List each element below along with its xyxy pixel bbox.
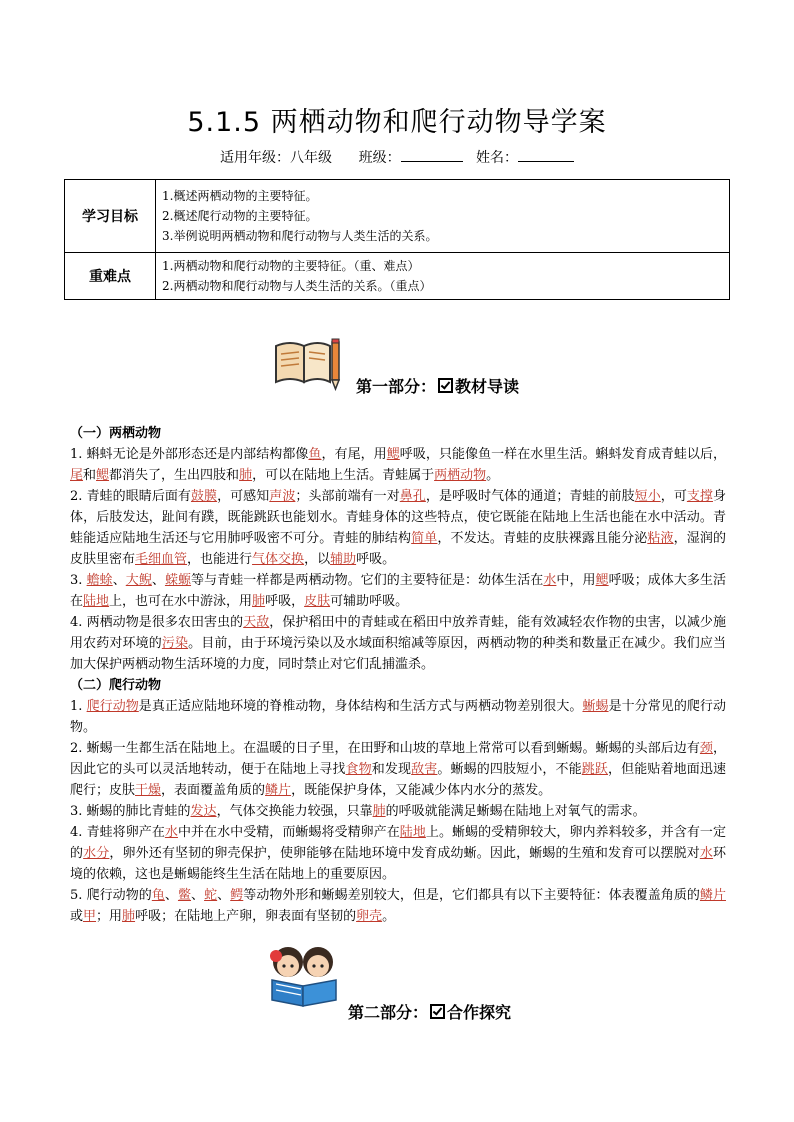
text-segment: 、 [217, 888, 231, 903]
text-segment: 中并在水中受精，而蜥蜴将受精卵产在 [177, 825, 400, 840]
keyword-answer: 水 [543, 573, 557, 588]
keyword-answer: 肺 [239, 468, 253, 483]
keyword-answer: 跳跃 [581, 762, 608, 777]
text-segment: 2. 青蛙的眼睛后面有 [70, 489, 191, 504]
keyword-answer: 肺 [372, 804, 386, 819]
keyword-answer: 颈 [699, 741, 713, 756]
text-segment: ，可感知 [217, 489, 270, 504]
page-title: 5.1.5 两栖动物和爬行动物导学案 [187, 107, 607, 138]
keyword-answer: 鼓膜 [190, 489, 218, 504]
text-segment: 4. 青蛙将卵产在 [70, 825, 165, 840]
keyword-answer: 蝾螈 [164, 573, 192, 588]
keyword-answer: 辅助 [330, 552, 357, 567]
text-segment: 1. [70, 699, 87, 714]
keyword-answer: 鳞片 [265, 783, 292, 798]
text-segment: ；头部前端有一对 [295, 489, 400, 504]
goals-table [64, 179, 730, 300]
goal-line: 2.概述爬行动物的主要特征。 [162, 209, 318, 223]
keyword-answer: 尾 [70, 468, 84, 483]
part1-heading [356, 374, 519, 397]
keyword-answer: 甲 [83, 909, 97, 924]
paragraph [70, 444, 726, 486]
header-meta [0, 147, 794, 167]
keyword-answer: 污染 [161, 636, 189, 651]
keyword-answer: 毛细血管 [135, 552, 188, 567]
text-segment: 2. 蜥蜴一生都生活在陆地上。在温暖的日子里，在田野和山坡的草地上常常可以看到蜥蜴。蜥蜴的头部后边有 [70, 741, 700, 756]
goal-line: 1.概述两栖动物的主要特征。 [162, 189, 318, 203]
keyword-answer: 陆地 [83, 594, 110, 609]
keyword-answer: 蛇 [204, 888, 218, 903]
text-segment: 3. 蜥蜴的肺比青蛙的 [70, 804, 191, 819]
class-label: 班级： [358, 150, 401, 166]
keyword-answer: 皮肤 [304, 594, 331, 609]
keyword-answer: 龟 [151, 888, 165, 903]
keyword-answer: 鳃 [96, 468, 110, 483]
text-segment: ，以 [304, 552, 331, 567]
text-segment: 身体，后肢发达，趾间有蹼，既能跳跃也能划水。青蛙身体的这些特点，使它既能在陆地上生活也能在水中活动。青蛙能适应陆地生活还与它用肺呼吸密不可分。青蛙的肺结构 [70, 489, 726, 546]
keyword-answer: 气体交换 [252, 552, 305, 567]
part2-title: 合作探究 [447, 1003, 512, 1022]
text-segment: ，既能保护身体，又能减少体内水分的蒸发。 [291, 783, 552, 798]
keyword-answer: 水 [699, 846, 713, 861]
keyword-answer: 粘液 [647, 531, 674, 546]
keyword-answer: 鳃 [595, 573, 609, 588]
key-point-line: 1.两栖动物和爬行动物的主要特征。（重、难点） [162, 259, 420, 273]
keyword-answer: 短小 [634, 489, 661, 504]
text-segment: 1. 蝌蚪无论是外部形态还是内部结构都像 [70, 447, 309, 462]
text-segment: ，表面覆盖角质的 [161, 783, 266, 798]
text-segment: 呼吸， [265, 594, 305, 609]
text-segment: 。 [382, 909, 396, 924]
keyword-answer: 鼻孔 [399, 489, 426, 504]
text-segment: 4. 两栖动物是很多农田害虫的 [70, 615, 244, 630]
text-segment: ，可 [660, 489, 687, 504]
keyword-answer: 蟾蜍 [86, 573, 113, 588]
text-segment: 3. [70, 573, 87, 588]
keyword-answer: 陆地 [399, 825, 426, 840]
part1-prefix: 第一部分： [356, 377, 437, 396]
paragraph [70, 570, 726, 612]
key-points-content [156, 253, 730, 300]
text-segment: ，有尾，用 [321, 447, 387, 462]
text-segment: 呼吸；成体大多生活在 [70, 573, 726, 609]
text-segment: ，但能贴着地面迅速爬行；皮肤 [70, 762, 726, 798]
goals-label: 学习目标 [65, 180, 156, 253]
text-segment: 和发现 [371, 762, 412, 777]
text-segment: ，因此它的头可以灵活地转动，便于在陆地上寻找 [70, 741, 726, 777]
paragraph [70, 822, 726, 885]
keyword-answer: 肺 [252, 594, 266, 609]
part2-heading [348, 1000, 511, 1023]
paragraph [70, 612, 726, 675]
text-segment: 、 [164, 888, 178, 903]
paragraph [70, 885, 726, 927]
keyword-answer: 大鲵 [125, 573, 152, 588]
text-segment: ，不发达。青蛙的皮肤裸露且能分泌 [437, 531, 648, 546]
text-segment: 上。蜥蜴的受精卵较大，卵内养料较多，并含有一定的 [70, 825, 726, 861]
goals-content [156, 180, 730, 253]
text-segment: 可辅助呼吸。 [330, 594, 409, 609]
text-segment: 5. 爬行动物的 [70, 888, 152, 903]
text-segment: 等与青蛙一样都是两栖动物。它们的主要特征是：幼体生活在 [191, 573, 544, 588]
text-segment: 是十分常见的爬行动物。 [70, 699, 726, 735]
text-segment: 环境的依赖，这也是蜥蜴能终生生活在陆地上的重要原因。 [70, 846, 726, 882]
key-points-label: 重难点 [65, 253, 156, 300]
text-segment: 、 [151, 573, 165, 588]
checkbox-icon [430, 1004, 445, 1019]
grade-value: 八年级 [289, 150, 332, 166]
keyword-answer: 水分 [83, 846, 110, 861]
keyword-answer: 敌害 [411, 762, 438, 777]
text-segment: 中，用 [556, 573, 596, 588]
keyword-answer: 发达 [190, 804, 217, 819]
text-segment: 是真正适应陆地环境的脊椎动物，身体结构和生活方式与两栖动物差别很大。 [138, 699, 583, 714]
text-segment: ，气体交换能力较强，只靠 [216, 804, 373, 819]
text-segment: ，卵外还有坚韧的卵壳保护，使卵能够在陆地环境中发育成幼蜥。因此，蜥蜴的生殖和发育可以摆脱对 [109, 846, 700, 861]
text-segment: 的呼吸就能满足蜥蜴在陆地上对氧气的需求。 [385, 804, 646, 819]
goals-row [65, 180, 730, 253]
grade-label: 适用年级： [219, 150, 290, 166]
keyword-answer: 食物 [345, 762, 372, 777]
text-segment: ，也能进行 [187, 552, 253, 567]
paragraph [70, 738, 726, 801]
text-segment: 或 [70, 909, 84, 924]
text-segment: ，可以在陆地上生活。青蛙属于 [252, 468, 435, 483]
name-label: 姓名： [476, 150, 519, 166]
keyword-answer: 水 [164, 825, 178, 840]
text-segment: 、 [112, 573, 126, 588]
text-segment: 呼吸。 [356, 552, 396, 567]
name-blank[interactable] [518, 147, 574, 162]
paragraph [70, 801, 726, 822]
key-point-line: 2.两栖动物和爬行动物与人类生活的关系。（重点） [162, 279, 432, 293]
keyword-answer: 鱼 [308, 447, 322, 462]
text-segment: 呼吸；在陆地上产卵，卵表面有坚韧的 [135, 909, 357, 924]
keyword-answer: 支撑 [686, 489, 713, 504]
class-blank[interactable] [401, 147, 463, 162]
section-heading: （二）爬行动物 [70, 678, 162, 693]
keyword-answer: 声波 [269, 489, 296, 504]
keyword-answer: 蜥蜴 [582, 699, 609, 714]
keyword-answer: 鳞片 [699, 888, 726, 903]
text-segment: ，保护稻田中的青蛙或在稻田中放养青蛙，能有效减轻农作物的虫害，以减少施用农药对环境的 [70, 615, 726, 651]
text-segment: ；用 [96, 909, 123, 924]
keyword-answer: 天敌 [243, 615, 270, 630]
keyword-answer: 鳃 [386, 447, 400, 462]
part1-title: 教材导读 [455, 377, 520, 396]
text-segment: 。 [486, 468, 500, 483]
keyword-answer: 简单 [411, 531, 438, 546]
checkbox-icon [438, 378, 453, 393]
keyword-answer: 干燥 [135, 783, 162, 798]
keyword-answer: 卵壳 [356, 909, 383, 924]
text-segment: 呼吸，只能像鱼一样在水里生活。蝌蚪发育成青蛙以后， [399, 447, 726, 462]
text-segment: 和 [83, 468, 97, 483]
text-segment: 等动物外形和蜥蜴差别较大，但是，它们都具有以下主要特征：体表覆盖角质的 [243, 888, 700, 903]
children-reading-icon [266, 940, 342, 1008]
key-points-row [65, 253, 730, 300]
keyword-answer: 肺 [122, 909, 136, 924]
text-segment: 。目前，由于环境污染以及水域面积缩减等原因，两栖动物的种类和数量正在减少。我们应当加大保护两栖动物生活环境的力度，同时禁止对它们乱捕滥杀。 [70, 636, 726, 672]
section-heading: （一）两栖动物 [70, 426, 162, 441]
guide-content [70, 423, 726, 927]
book-pencil-icon [272, 336, 344, 392]
text-segment: 、 [191, 888, 205, 903]
paragraph [70, 486, 726, 570]
text-segment: 。蜥蜴的四肢短小，不能 [437, 762, 582, 777]
text-segment: 上，也可在水中游泳，用 [109, 594, 253, 609]
keyword-answer: 鳖 [177, 888, 192, 903]
text-segment: 都消失了，生出四肢和 [109, 468, 240, 483]
keyword-answer: 两栖动物 [434, 468, 487, 483]
part2-prefix: 第二部分： [348, 1003, 429, 1022]
paragraph [70, 696, 726, 738]
text-segment: ，湿润的皮肤里密布 [70, 531, 726, 567]
goal-line: 3.举例说明两栖动物和爬行动物与人类生活的关系。 [162, 229, 438, 243]
keyword-answer: 爬行动物 [86, 699, 139, 714]
text-segment: ，是呼吸时气体的通道；青蛙的前肢 [425, 489, 635, 504]
keyword-answer: 鳄 [230, 888, 244, 903]
